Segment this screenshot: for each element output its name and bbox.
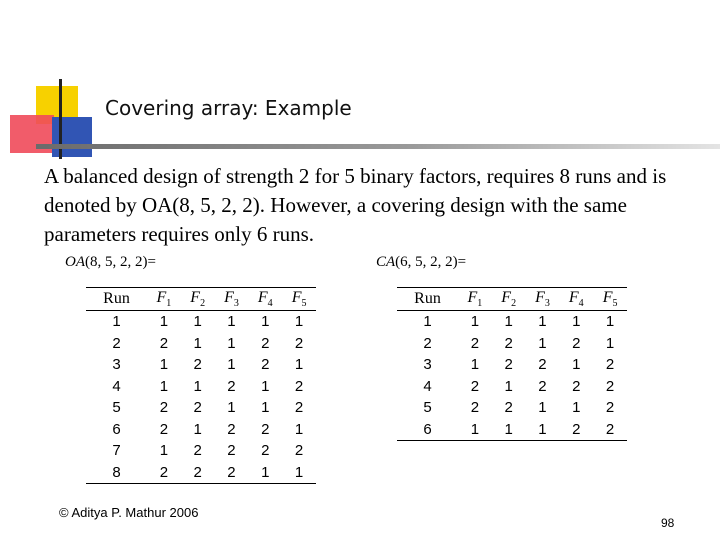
oa-cell: 1 (193, 377, 202, 395)
ca-cell: 2 (572, 377, 581, 395)
oa-cell: 8 (86, 462, 147, 484)
oa-cell: 1 (193, 420, 202, 438)
oa-table-row (86, 397, 316, 419)
oa-cell: 2 (294, 334, 304, 352)
oa-cell: 1 (261, 399, 270, 417)
ca-cell: 2 (538, 356, 547, 374)
oa-header-run (86, 288, 147, 311)
ca-cell: 6 (397, 419, 458, 441)
oa-cell: 1 (193, 313, 202, 331)
oa-header-text: F (291, 288, 302, 306)
oa-cell: 1 (227, 356, 236, 374)
ca-cell: 1 (572, 356, 581, 374)
ca-header-f5 (593, 288, 627, 311)
oa-cell: 2 (261, 420, 270, 438)
ca-table-row (397, 354, 627, 376)
ca-cell: 1 (605, 334, 615, 352)
oa-header-f5 (282, 288, 316, 311)
ca-cell: 1 (423, 313, 432, 331)
oa-cell: 2 (159, 420, 169, 438)
ca-header-text: F (568, 288, 579, 306)
ca-cell: 2 (605, 356, 615, 374)
ca-table-row (397, 419, 627, 441)
oa-cell: 2 (193, 356, 202, 374)
oa-cell: 2 (227, 377, 236, 395)
ca-header-text: F (467, 288, 478, 306)
ca-header-f1 (458, 288, 492, 311)
ca-cell: 2 (559, 419, 593, 441)
oa-header-f3 (215, 288, 249, 311)
ca-cell: 1 (504, 313, 513, 331)
ca-cell: 2 (572, 334, 581, 352)
ca-cell: 1 (605, 313, 615, 331)
ca-cell: 2 (470, 334, 480, 352)
oa-cell: 2 (112, 334, 121, 352)
ca-cell: 1 (538, 399, 547, 417)
oa-cell: 2 (294, 442, 304, 460)
oa-header-f4 (248, 288, 282, 311)
oa-cell: 2 (261, 334, 270, 352)
oa-cell: 1 (227, 399, 236, 417)
ca-table-row (397, 311, 627, 333)
ca-cell: 2 (470, 399, 480, 417)
ca-cell: 4 (423, 377, 432, 395)
oa-label (65, 254, 156, 271)
oa-cell: 2 (193, 399, 202, 417)
ca-cell: 3 (423, 356, 432, 374)
oa-cell: 7 (112, 442, 121, 460)
oa-cell: 2 (227, 420, 236, 438)
ca-header-text: F (501, 288, 512, 306)
oa-cell: 1 (159, 356, 169, 374)
oa-cell: 2 (181, 462, 215, 484)
ca-cell: 1 (504, 377, 513, 395)
oa-table-row (86, 419, 316, 441)
ca-header-subscript: 4 (578, 298, 584, 310)
oa-cell: 1 (193, 334, 202, 352)
ca-label-name: CA (376, 254, 396, 270)
ca-header-row (397, 288, 627, 311)
ca-label-equals: = (457, 254, 467, 270)
oa-cell: 3 (112, 356, 121, 374)
ca-cell: 1 (492, 419, 526, 441)
ca-header-text: Run (414, 290, 441, 307)
footer-copyright: © Aditya P. Mathur 2006 (59, 505, 199, 520)
ca-label (376, 254, 466, 271)
ca-header-f2 (492, 288, 526, 311)
oa-cell: 1 (261, 377, 270, 395)
oa-cell: 2 (261, 442, 270, 460)
oa-header-row (86, 288, 316, 311)
oa-cell: 1 (159, 442, 169, 460)
oa-table (86, 287, 316, 484)
oa-cell: 2 (193, 442, 202, 460)
oa-header-f1 (147, 288, 181, 311)
ca-header-subscript: 1 (477, 298, 483, 310)
ca-cell: 1 (572, 313, 581, 331)
oa-cell: 1 (294, 420, 304, 438)
oa-cell: 1 (159, 377, 169, 395)
oa-cell: 1 (294, 313, 304, 331)
ca-table (397, 287, 627, 441)
title-underline (36, 144, 720, 149)
oa-cell: 1 (294, 356, 304, 374)
oa-cell: 1 (159, 313, 169, 331)
ca-table-row (397, 376, 627, 398)
oa-table-row (86, 462, 316, 484)
ca-table-row (397, 333, 627, 355)
oa-header-subscript: 1 (166, 298, 172, 310)
ca-cell: 1 (458, 419, 492, 441)
ca-cell: 2 (504, 356, 513, 374)
oa-header-subscript: 4 (267, 298, 273, 310)
ca-cell: 1 (470, 356, 480, 374)
oa-cell: 1 (227, 313, 236, 331)
ca-cell: 1 (572, 399, 581, 417)
oa-table-row (86, 376, 316, 398)
oa-table-row (86, 354, 316, 376)
oa-cell: 6 (112, 420, 121, 438)
ca-cell: 2 (593, 419, 627, 441)
ca-cell: 2 (504, 334, 513, 352)
oa-cell: 4 (112, 377, 121, 395)
ca-header-subscript: 2 (511, 298, 517, 310)
ca-cell: 1 (538, 334, 547, 352)
oa-label-name: OA (65, 254, 85, 270)
slide-body-text: A balanced design of strength 2 for 5 binary factors, requires 8 runs and is denoted by OA(8, 5, 2, 2). However, a covering design with the same parameters requires only 6 runs. (44, 164, 667, 246)
oa-cell: 1 (227, 334, 236, 352)
oa-header-text: F (257, 288, 268, 306)
oa-cell: 2 (294, 377, 304, 395)
oa-table-row (86, 333, 316, 355)
ca-header-subscript: 5 (612, 298, 618, 310)
ca-label-args: (6, 5, 2, 2) (395, 254, 458, 270)
oa-cell: 2 (261, 356, 270, 374)
ca-header-f4 (559, 288, 593, 311)
oa-cell: 1 (282, 462, 316, 484)
oa-cell: 2 (147, 462, 181, 484)
ca-cell: 1 (538, 313, 547, 331)
oa-cell: 2 (227, 442, 236, 460)
oa-cell: 2 (159, 399, 169, 417)
page-number: 98 (661, 516, 675, 530)
ca-cell: 2 (470, 377, 480, 395)
ca-cell: 2 (504, 399, 513, 417)
ca-header-subscript: 3 (544, 298, 550, 310)
oa-cell: 5 (112, 399, 121, 417)
oa-header-subscript: 3 (233, 298, 239, 310)
oa-cell: 1 (112, 313, 121, 331)
oa-cell: 2 (215, 462, 249, 484)
slide-title: Covering array: Example (105, 96, 352, 120)
oa-header-subscript: 5 (301, 298, 307, 310)
ca-cell: 2 (605, 399, 615, 417)
oa-header-text: F (156, 288, 167, 306)
ca-header-text: F (602, 288, 613, 306)
ca-header-f3 (526, 288, 560, 311)
oa-header-text: F (190, 288, 201, 306)
oa-cell: 2 (294, 399, 304, 417)
ca-cell: 2 (538, 377, 547, 395)
ca-header-text: F (535, 288, 545, 306)
oa-cell: 1 (261, 313, 270, 331)
oa-table-row (86, 440, 316, 462)
oa-header-subscript: 2 (200, 298, 206, 310)
oa-cell: 1 (248, 462, 282, 484)
ca-cell: 2 (605, 377, 615, 395)
oa-table-row (86, 311, 316, 333)
oa-header-text: Run (103, 290, 130, 307)
oa-header-f2 (181, 288, 215, 311)
oa-label-args: (8, 5, 2, 2) (85, 254, 148, 270)
ca-table-row (397, 397, 627, 419)
ca-cell: 1 (526, 419, 560, 441)
ca-cell: 5 (423, 399, 432, 417)
ca-header-run (397, 288, 458, 311)
oa-cell: 2 (159, 334, 169, 352)
ca-cell: 1 (470, 313, 480, 331)
decor-blue-square (52, 117, 92, 157)
oa-label-equals: = (147, 254, 156, 270)
ca-cell: 2 (423, 334, 432, 352)
oa-header-text: F (224, 288, 234, 306)
